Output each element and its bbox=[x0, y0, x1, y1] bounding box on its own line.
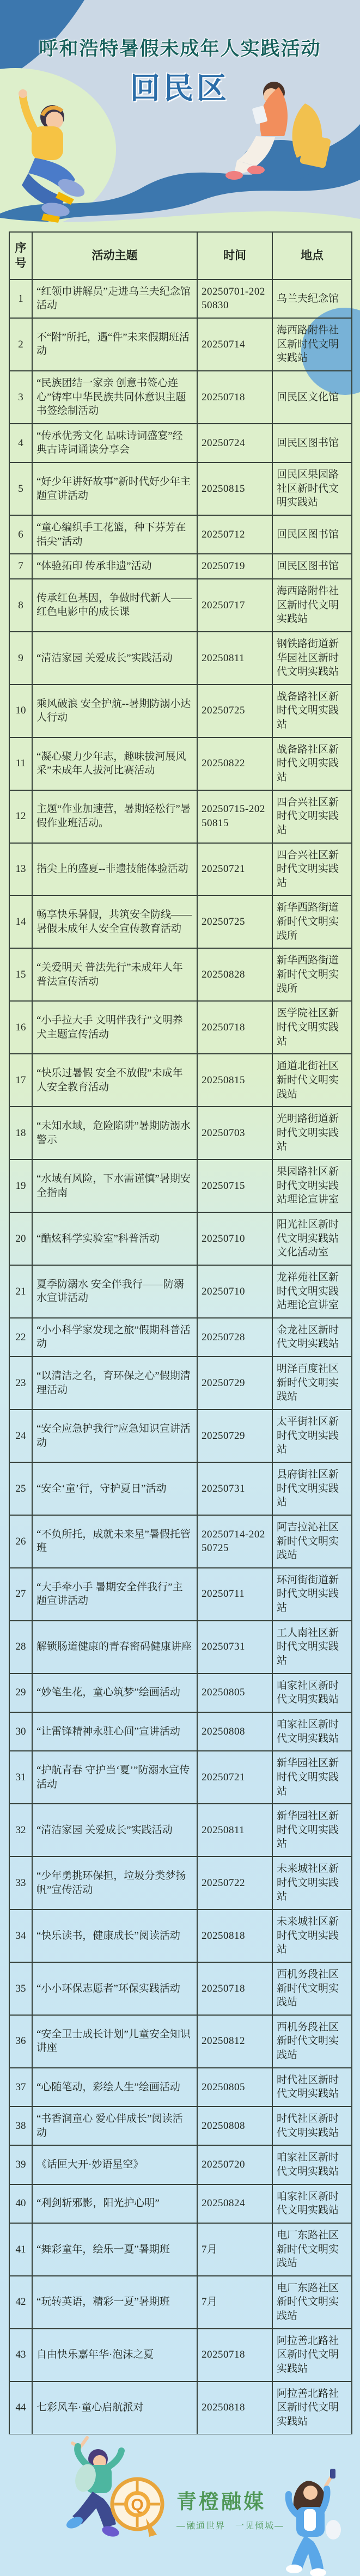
row-number: 31 bbox=[9, 1751, 32, 1804]
table-row bbox=[9, 2223, 352, 2276]
row-theme: “心随笔动，彩绘人生”绘画活动 bbox=[32, 2068, 197, 2107]
row-time: 20250701-20250830 bbox=[197, 279, 272, 318]
row-time: 20250717 bbox=[197, 579, 272, 632]
table-row bbox=[9, 1265, 352, 1318]
row-theme: “关爱明天 普法先行”未成年人年普法宣传活动 bbox=[32, 948, 197, 1001]
footer bbox=[0, 2434, 360, 2576]
row-number: 3 bbox=[9, 371, 32, 424]
row-theme: “小小科学家发现之旅”假期科普活动 bbox=[32, 1318, 197, 1357]
row-time: 20250824 bbox=[197, 2184, 272, 2223]
row-time: 20250729 bbox=[197, 1357, 272, 1409]
row-time: 20250721 bbox=[197, 1751, 272, 1804]
row-number: 12 bbox=[9, 790, 32, 843]
activities-table-body bbox=[9, 279, 352, 2434]
row-time: 20250731 bbox=[197, 1462, 272, 1515]
row-theme: “安全卫士成长计划”儿童安全知识讲座 bbox=[32, 2015, 197, 2068]
row-place: 时代社区新时代文明实践站 bbox=[272, 2107, 352, 2145]
row-theme: “大手牵小手 暑期安全伴我行”主题宣讲活动 bbox=[32, 1568, 197, 1621]
row-place: 电厂东路社区新时代文明实践站 bbox=[272, 2276, 352, 2329]
row-number: 35 bbox=[9, 1962, 32, 2015]
table-row bbox=[9, 1318, 352, 1357]
row-place: 回民区文化馆 bbox=[272, 371, 352, 424]
row-place: 西机务段社区新时代文明实践站 bbox=[272, 1962, 352, 2015]
row-theme: 夏季防溺水 安全伴我行——防溺水宣讲活动 bbox=[32, 1265, 197, 1318]
table-row bbox=[9, 371, 352, 424]
row-theme: 乘风破浪 安全护航--暑期防溺小达人行动 bbox=[32, 685, 197, 737]
activities-table-zone bbox=[0, 231, 360, 2434]
row-theme: 七彩风车·童心启航派对 bbox=[32, 2382, 197, 2434]
row-place: 阿拉善北路社区新时代文明实践站 bbox=[272, 2382, 352, 2434]
row-place: 医学院社区新时代文明实践站 bbox=[272, 1001, 352, 1054]
table-row bbox=[9, 462, 352, 515]
row-theme: “酷炫科学实验室”科普活动 bbox=[32, 1212, 197, 1265]
row-number: 23 bbox=[9, 1357, 32, 1409]
row-time: 20250728 bbox=[197, 1318, 272, 1357]
row-place: 战备路社区新时代文明实践站 bbox=[272, 737, 352, 790]
table-row bbox=[9, 318, 352, 371]
row-time: 20250718 bbox=[197, 1962, 272, 2015]
row-time: 20250725 bbox=[197, 685, 272, 737]
row-number: 5 bbox=[9, 462, 32, 515]
row-time: 20250715-20250815 bbox=[197, 790, 272, 843]
row-theme: “快乐读书，健康成长”阅读活动 bbox=[32, 1909, 197, 1962]
row-place: 阿吉拉沁社区新时代文明实践站 bbox=[272, 1515, 352, 1568]
col-header-place: 地点 bbox=[272, 232, 352, 279]
row-time: 20250719 bbox=[197, 554, 272, 579]
row-place: 四合兴社区新时代文明实践站 bbox=[272, 843, 352, 896]
row-number: 44 bbox=[9, 2382, 32, 2434]
row-theme: 畅享快乐暑假，共筑安全防线——暑假未成年人安全宣传教育活动 bbox=[32, 895, 197, 948]
row-number: 17 bbox=[9, 1054, 32, 1107]
row-number: 24 bbox=[9, 1409, 32, 1462]
row-time: 20250714 bbox=[197, 318, 272, 371]
table-row bbox=[9, 843, 352, 896]
row-number: 43 bbox=[9, 2329, 32, 2382]
row-theme: “清洁家园 关爱成长”实践活动 bbox=[32, 632, 197, 685]
row-place: 钢铁路街道新华园社区新时代文明实践站 bbox=[272, 632, 352, 685]
row-number: 6 bbox=[9, 515, 32, 554]
row-time: 20250805 bbox=[197, 1674, 272, 1712]
row-number: 28 bbox=[9, 1621, 32, 1674]
row-theme: “凝心聚力少年志，趣味拔河展风采”未成年人拔河比赛活动 bbox=[32, 737, 197, 790]
row-time: 7月 bbox=[197, 2223, 272, 2276]
table-row bbox=[9, 1909, 352, 1962]
row-theme: 自由快乐嘉年华·泡沫之夏 bbox=[32, 2329, 197, 2382]
row-time: 7月 bbox=[197, 2276, 272, 2329]
row-number: 33 bbox=[9, 1857, 32, 1909]
col-header-theme: 活动主题 bbox=[32, 232, 197, 279]
row-number: 42 bbox=[9, 2276, 32, 2329]
row-theme: “小小环保志愿者”环保实践活动 bbox=[32, 1962, 197, 2015]
row-place: 咱家社区新时代文明实践站 bbox=[272, 1712, 352, 1751]
row-number: 16 bbox=[9, 1001, 32, 1054]
row-theme: “让雷锋精神永驻心间”宣讲活动 bbox=[32, 1712, 197, 1751]
row-theme: “舞彩童年，绘乐一夏”暑期班 bbox=[32, 2223, 197, 2276]
row-time: 20250724 bbox=[197, 424, 272, 462]
row-number: 39 bbox=[9, 2145, 32, 2184]
header-banner bbox=[0, 0, 360, 231]
row-time: 20250714-20250725 bbox=[197, 1515, 272, 1568]
row-number: 40 bbox=[9, 2184, 32, 2223]
table-row bbox=[9, 1409, 352, 1462]
row-time: 20250718 bbox=[197, 1001, 272, 1054]
row-time: 20250811 bbox=[197, 632, 272, 685]
col-header-number: 序号 bbox=[9, 232, 32, 279]
row-time: 20250720 bbox=[197, 2145, 272, 2184]
illustration-jumping-girl bbox=[261, 2464, 359, 2576]
row-place: 乌兰夫纪念馆 bbox=[272, 279, 352, 318]
row-time: 20250808 bbox=[197, 1712, 272, 1751]
row-number: 10 bbox=[9, 685, 32, 737]
row-theme: “不负所托，成就未来星”暑假托管班 bbox=[32, 1515, 197, 1568]
row-number: 34 bbox=[9, 1909, 32, 1962]
row-number: 19 bbox=[9, 1159, 32, 1212]
logo-letter: Q bbox=[131, 2496, 144, 2514]
table-row bbox=[9, 554, 352, 579]
row-place: 咱家社区新时代文明实践站 bbox=[272, 1674, 352, 1712]
row-place: 新华园社区新时代文明实践站 bbox=[272, 1751, 352, 1804]
row-number: 25 bbox=[9, 1462, 32, 1515]
row-theme: 不“附”所托，遇“件”未来假期班活动 bbox=[32, 318, 197, 371]
row-number: 21 bbox=[9, 1265, 32, 1318]
row-place: 未来城社区新时代文明实践站 bbox=[272, 1857, 352, 1909]
row-theme: “好少年讲好故事”新时代好少年主题宣讲活动 bbox=[32, 462, 197, 515]
row-theme: 《话匣大开·妙语星空》 bbox=[32, 2145, 197, 2184]
row-time: 20250710 bbox=[197, 1265, 272, 1318]
row-number: 41 bbox=[9, 2223, 32, 2276]
row-theme: “传承优秀文化 品味诗词盛宴”经典古诗词诵读分享会 bbox=[32, 424, 197, 462]
row-theme: “红领巾讲解员”走进乌兰夫纪念馆活动 bbox=[32, 279, 197, 318]
row-time: 20250718 bbox=[197, 2329, 272, 2382]
table-row bbox=[9, 895, 352, 948]
table-header-row bbox=[9, 232, 352, 279]
row-time: 20250712 bbox=[197, 515, 272, 554]
table-row bbox=[9, 2382, 352, 2434]
table-row bbox=[9, 2329, 352, 2382]
row-theme: “妙笔生花，童心筑梦”绘画活动 bbox=[32, 1674, 197, 1712]
row-place: 海西路附件社区新时代文明实践站 bbox=[272, 579, 352, 632]
table-row bbox=[9, 424, 352, 462]
row-theme: 指尖上的盛夏--非遗技能体验活动 bbox=[32, 843, 197, 896]
row-place: 阳光社区新时代文明实践站文化活动室 bbox=[272, 1212, 352, 1265]
table-row bbox=[9, 1054, 352, 1107]
row-place: 时代社区新时代文明实践站 bbox=[272, 2068, 352, 2107]
row-theme: “小手拉大手 文明伴我行”文明养犬主题宣传活动 bbox=[32, 1001, 197, 1054]
row-time: 20250815 bbox=[197, 462, 272, 515]
row-place: 未来城社区新时代文明实践站 bbox=[272, 1909, 352, 1962]
qingcheng-logo-icon bbox=[107, 2476, 168, 2540]
table-row bbox=[9, 579, 352, 632]
row-place: 环河街街道新时代文明实践站 bbox=[272, 1568, 352, 1621]
table-row bbox=[9, 2068, 352, 2107]
table-row bbox=[9, 279, 352, 318]
row-time: 20250711 bbox=[197, 1568, 272, 1621]
row-place: 回民区果园路社区新时代文明实践站 bbox=[272, 462, 352, 515]
row-time: 20250710 bbox=[197, 1212, 272, 1265]
row-place: 太平街社区新时代文明实践站 bbox=[272, 1409, 352, 1462]
row-number: 7 bbox=[9, 554, 32, 579]
row-theme: “水域有风险，下水需谨慎”暑期安全指南 bbox=[32, 1159, 197, 1212]
row-theme: 传承红色基因，争做时代新人——红色电影中的成长课 bbox=[32, 579, 197, 632]
row-time: 20250725 bbox=[197, 895, 272, 948]
row-theme: “体验拓印 传承非遗”活动 bbox=[32, 554, 197, 579]
page-subtitle: 回民区 bbox=[130, 71, 230, 105]
row-place: 电厂东路社区新时代文明实践站 bbox=[272, 2223, 352, 2276]
table-row bbox=[9, 948, 352, 1001]
row-place: 回民区图书馆 bbox=[272, 424, 352, 462]
row-theme: “未知水域，危险陷阱”暑期防溺水警示 bbox=[32, 1107, 197, 1159]
row-time: 20250729 bbox=[197, 1409, 272, 1462]
table-row bbox=[9, 1712, 352, 1751]
row-number: 32 bbox=[9, 1804, 32, 1857]
row-number: 13 bbox=[9, 843, 32, 896]
table-row bbox=[9, 1212, 352, 1265]
row-place: 果园路社区新时代文明实践站理论宣讲室 bbox=[272, 1159, 352, 1212]
row-place: 咱家社区新时代文明实践站 bbox=[272, 2184, 352, 2223]
row-number: 37 bbox=[9, 2068, 32, 2107]
table-row bbox=[9, 1001, 352, 1054]
table-row bbox=[9, 1751, 352, 1804]
brand-lockup bbox=[107, 2476, 284, 2540]
row-time: 20250822 bbox=[197, 737, 272, 790]
row-place: 龙祥苑社区新时代文明实践站理论宣讲室 bbox=[272, 1265, 352, 1318]
row-number: 20 bbox=[9, 1212, 32, 1265]
row-theme: “玩转英语，精彩一夏”暑期班 bbox=[32, 2276, 197, 2329]
row-number: 26 bbox=[9, 1515, 32, 1568]
brand-slogan: —融通世界 一见倾城— bbox=[176, 2521, 285, 2531]
row-number: 27 bbox=[9, 1568, 32, 1621]
row-place: 县府街社区新时代文明实践站 bbox=[272, 1462, 352, 1515]
table-row bbox=[9, 1674, 352, 1712]
table-row bbox=[9, 1357, 352, 1409]
row-theme: 主题“作业加速营，暑期轻松行”暑假作业班活动。 bbox=[32, 790, 197, 843]
col-header-time: 时间 bbox=[197, 232, 272, 279]
table-row bbox=[9, 737, 352, 790]
row-number: 15 bbox=[9, 948, 32, 1001]
row-time: 20250818 bbox=[197, 1909, 272, 1962]
row-number: 22 bbox=[9, 1318, 32, 1357]
row-place: 通道北街社区新时代文明实践站 bbox=[272, 1054, 352, 1107]
row-time: 20250715 bbox=[197, 1159, 272, 1212]
row-theme: “安全‘童’行，守护夏日”活动 bbox=[32, 1462, 197, 1515]
table-row bbox=[9, 1568, 352, 1621]
row-place: 金龙社区新时代文明实践站 bbox=[272, 1318, 352, 1357]
row-theme: 解锁肠道健康的青春密码健康讲座 bbox=[32, 1621, 197, 1674]
table-row bbox=[9, 2015, 352, 2068]
row-number: 18 bbox=[9, 1107, 32, 1159]
row-time: 20250818 bbox=[197, 2382, 272, 2434]
table-row bbox=[9, 1804, 352, 1857]
row-place: 新华西路街道新时代文明实践所 bbox=[272, 948, 352, 1001]
table-row bbox=[9, 632, 352, 685]
row-number: 29 bbox=[9, 1674, 32, 1712]
row-place: 新华西路街道新时代文明实践所 bbox=[272, 895, 352, 948]
row-number: 1 bbox=[9, 279, 32, 318]
table-row bbox=[9, 1107, 352, 1159]
table-row bbox=[9, 1515, 352, 1568]
row-number: 30 bbox=[9, 1712, 32, 1751]
row-theme: “清洁家园 关爱成长”实践活动 bbox=[32, 1804, 197, 1857]
row-place: 海西路附件社区新时代文明实践站 bbox=[272, 318, 352, 371]
row-theme: “童心编织手工花篮，种下芬芳在指尖”活动 bbox=[32, 515, 197, 554]
row-theme: “书香润童心 爱心伴成长”阅读活动 bbox=[32, 2107, 197, 2145]
row-place: 回民区图书馆 bbox=[272, 515, 352, 554]
table-row bbox=[9, 1621, 352, 1674]
row-number: 8 bbox=[9, 579, 32, 632]
row-time: 20250812 bbox=[197, 2015, 272, 2068]
row-time: 20250718 bbox=[197, 371, 272, 424]
row-time: 20250811 bbox=[197, 1804, 272, 1857]
table-row bbox=[9, 685, 352, 737]
row-place: 咱家社区新时代文明实践站 bbox=[272, 2145, 352, 2184]
table-row bbox=[9, 2184, 352, 2223]
row-theme: “利剑斩邪影，阳光护心明” bbox=[32, 2184, 197, 2223]
row-theme: “护航青春 守护当‘夏’”防溺水宣传活动 bbox=[32, 1751, 197, 1804]
row-place: 光明路街道新时代文明实践站 bbox=[272, 1107, 352, 1159]
row-theme: “快乐过暑假 安全不放假”未成年人安全教育活动 bbox=[32, 1054, 197, 1107]
row-number: 38 bbox=[9, 2107, 32, 2145]
row-place: 阿拉善北路社区新时代文明实践站 bbox=[272, 2329, 352, 2382]
row-place: 回民区图书馆 bbox=[272, 554, 352, 579]
row-time: 20250703 bbox=[197, 1107, 272, 1159]
brand-name: 青橙融媒 bbox=[176, 2490, 266, 2513]
row-theme: “安全应急护我行”应急知识宣讲活动 bbox=[32, 1409, 197, 1462]
row-time: 20250721 bbox=[197, 843, 272, 896]
table-row bbox=[9, 2276, 352, 2329]
table-row bbox=[9, 1962, 352, 2015]
row-number: 36 bbox=[9, 2015, 32, 2068]
table-row bbox=[9, 1159, 352, 1212]
row-number: 11 bbox=[9, 737, 32, 790]
row-place: 明泽百度社区新时代文明实践站 bbox=[272, 1357, 352, 1409]
row-place: 四合兴社区新时代文明实践站 bbox=[272, 790, 352, 843]
table-row bbox=[9, 790, 352, 843]
page-title: 呼和浩特暑假未成年人实践活动 bbox=[39, 38, 321, 59]
row-time: 20250828 bbox=[197, 948, 272, 1001]
activities-table bbox=[9, 231, 352, 2434]
row-number: 4 bbox=[9, 424, 32, 462]
table-row bbox=[9, 515, 352, 554]
row-place: 西机务段社区新时代文明实践站 bbox=[272, 2015, 352, 2068]
row-time: 20250815 bbox=[197, 1054, 272, 1107]
row-place: 工人南社区新时代文明实践站 bbox=[272, 1621, 352, 1674]
row-time: 20250808 bbox=[197, 2107, 272, 2145]
table-row bbox=[9, 2145, 352, 2184]
row-number: 2 bbox=[9, 318, 32, 371]
row-number: 14 bbox=[9, 895, 32, 948]
row-theme: “以清洁之名，育环保之心”假期清理活动 bbox=[32, 1357, 197, 1409]
row-time: 20250805 bbox=[197, 2068, 272, 2107]
table-row bbox=[9, 1857, 352, 1909]
table-row bbox=[9, 2107, 352, 2145]
row-time: 20250722 bbox=[197, 1857, 272, 1909]
row-place: 新华园社区新时代文明实践站 bbox=[272, 1804, 352, 1857]
row-theme: “民族团结一家亲 创意书签心连心”铸牢中华民族共同体意识主题书签绘制活动 bbox=[32, 371, 197, 424]
row-number: 9 bbox=[9, 632, 32, 685]
row-time: 20250731 bbox=[197, 1621, 272, 1674]
table-row bbox=[9, 1462, 352, 1515]
row-place: 战备路社区新时代文明实践站 bbox=[272, 685, 352, 737]
row-theme: “少年勇挑环保担，垃圾分类梦扬帆”宣传活动 bbox=[32, 1857, 197, 1909]
